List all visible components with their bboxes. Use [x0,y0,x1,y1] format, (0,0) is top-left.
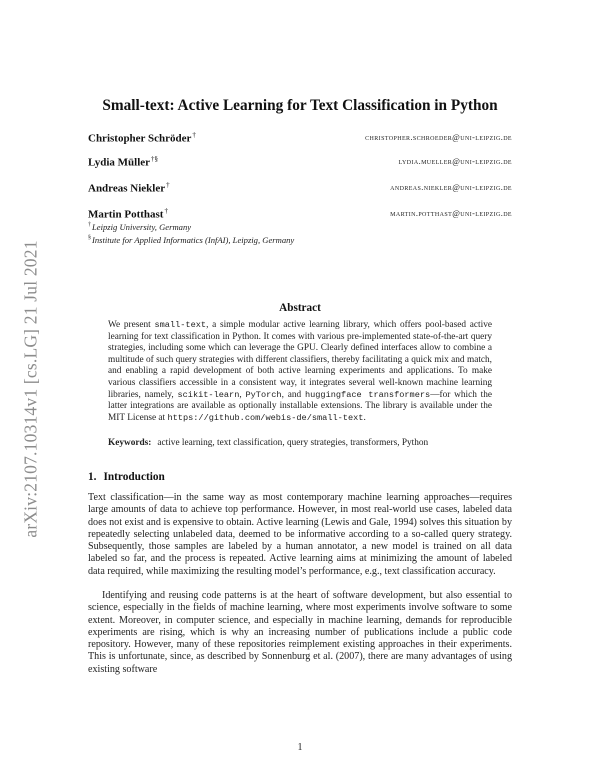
affiliation: §Institute for Applied Informatics (InfAI), Leipzig, Germany [88,235,295,245]
library-reference: huggingface transformers [304,389,431,400]
library-reference: scikit-learn [177,389,240,400]
author-email: lydia.mueller@uni-leipzig.de [398,157,512,166]
author-email: martin.potthast@uni-leipzig.de [390,209,512,218]
body-paragraph: Identifying and reusing code patterns is at the heart of software development, but also essential to science, especially in the fields of machine learning, where most experiments involve software to some extent. Moreover, in computer science, and especially in machine learning, demands for reproducible experiments are rising, which is why an increasing number of publications include a public code repository. However, many of these repositories reimplement existing approaches in their experiments. This is unfortunate, since, as described by Sonnenburg et al. (2007), there are many advantages of using existing software [88,590,512,675]
author-email: andreas.niekler@uni-leipzig.de [390,183,512,192]
author-name: Andreas Niekler† [88,181,170,195]
author-name: Martin Potthast† [88,207,168,221]
library-name: small-text [154,320,207,330]
keywords-list: active learning, text classification, query strategies, transformers, Python [157,438,429,448]
paper-title: Small-text: Active Learning for Text Classification in Python [102,97,498,114]
author-email: christopher.schroeder@uni-leipzig.de [365,133,512,142]
author-name: Lydia Müller†§ [88,155,159,169]
author-name: Christopher Schröder† [88,131,196,145]
section-heading: 1. Introduction [88,471,165,483]
arxiv-identifier-stamp: arXiv:2107.10314v1 [cs.LG] 21 Jul 2021 [20,240,41,538]
body-paragraph: Text classification—in the same way as most contemporary machine learning approaches—requires large amounts of data to achieve top performance. However, in most real-world use cases, labeled data does not exist and is expensive to obtain. Active learning (Lewis and Gale, 1994) solves this situation by repeatedly selecting unlabeled data, deemed to be informative according to a so-called query strategy. Subsequently, those samples are labeled by a human annotator, a new model is trained on all data labeled so far, and the process is repeated. Active learning aims at minimizing the amount of labeled data required, while maximizing the resulting model’s performance, e.g., text classification accuracy. [88,492,512,577]
abstract-heading: Abstract [279,302,321,314]
keywords [108,438,498,448]
abstract-body: We present small-text, a simple modular active learning library, which offers pool-based active learning for text classification in Python. It comes with various pre-implemented state-of-the-art query strategies, including some which can leverage the GPU. Clearly defined interfaces allow to combine a multitude of such query strategies with different classifiers, thereby facilitating a quick mix and match, and enabling a rapid development of both active learning experiments and applications. To make various classifiers accessible in a consistent way, it integrates several well-known machine learning libraries, namely, scikit-learn, PyTorch, and huggingface transformers—for which the latter integrations are available as optionally installable extensions. The library is available under the MIT License at https://github.com/webis-de/small-text. [108,320,493,423]
keywords-label: Keywords: [108,438,152,448]
repository-url[interactable]: https://github.com/webis-de/small-text [167,412,364,423]
affiliation: †Leipzig University, Germany [88,222,192,232]
page-number: 1 [297,742,303,753]
library-reference: PyTorch [245,389,282,400]
